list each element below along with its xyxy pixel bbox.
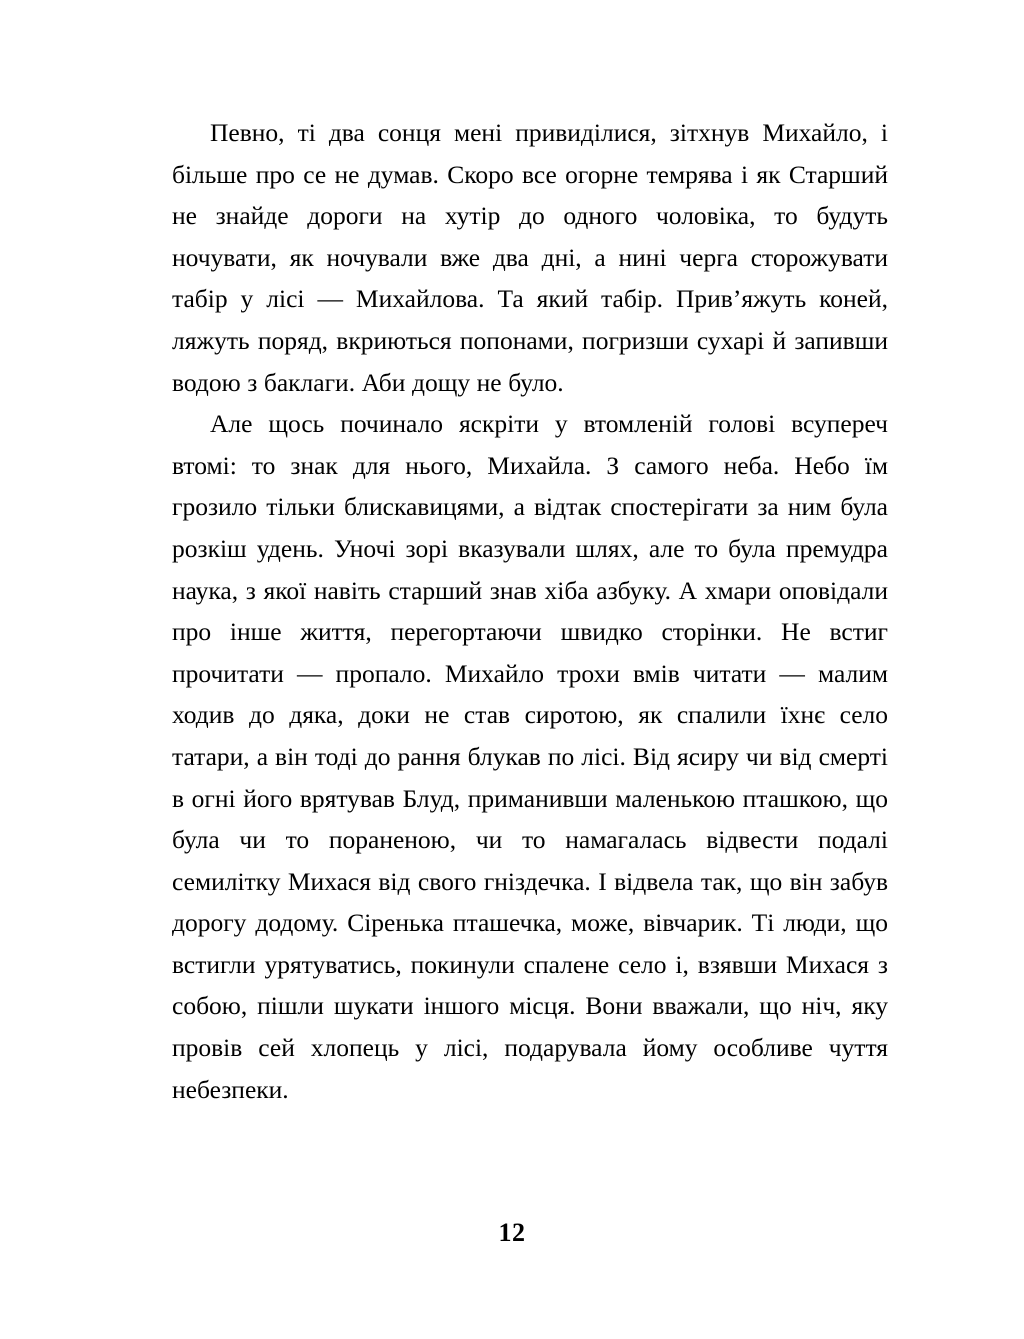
paragraph-2: Але щось починало яскріти у втомленій голові всупереч втомі: то знак для нього, Михайла. З самого неба. Небо їм грозило тільки блискавицями, а відтак спостерігати за ним була розкіш удень. Уночі зорі вказували шлях, але то була премудра наука, з якої навіть старший знав хіба азбуку. А хмари оповідали про інше життя, перегортаючи швидко сторінки. Не встиг прочитати — пропало. Михайло трохи вмів читати — малим ходив до дяка, доки не став сиротою, як спалили їхнє село татари, а він тоді до рання блукав по лісі. Від ясиру чи від смерті в огні його врятував Блуд, приманивши маленькою пташкою, що була чи то пораненою, чи то намагалась відвести подалі семилітку Михася від свого гніздечка. І відвела так, що він забув дорогу додому. Сіренька пташечка, може, вівчарик. Ті люди, що встигли урятуватись, покинули спалене село і, взявши Михася з собою, пішли шукати іншого місця. Вони вважали, що ніч, яку провів сей хлопець у лісі, подарувала йому особливе чуття небезпеки.	[172, 409, 888, 1104]
paragraph-1: Певно, ті два сонця мені привиділися, зітхнув Михайло, і більше про се не думав. Скоро все огорне темрява і як Старший не знайде дороги на хутір до одного чоловіка, то будуть ночувати, як ночували вже два дні, а нині черга сторожувати табір у лісі — Михайлова. Та який табір. Прив’яжуть коней, ляжуть поряд, вкриються попонами, погризши сухарі й запивши водою з баклаги. Аби дощу не було.	[172, 118, 888, 397]
body-text	[172, 112, 888, 1110]
page-number: 12	[498, 1218, 526, 1247]
